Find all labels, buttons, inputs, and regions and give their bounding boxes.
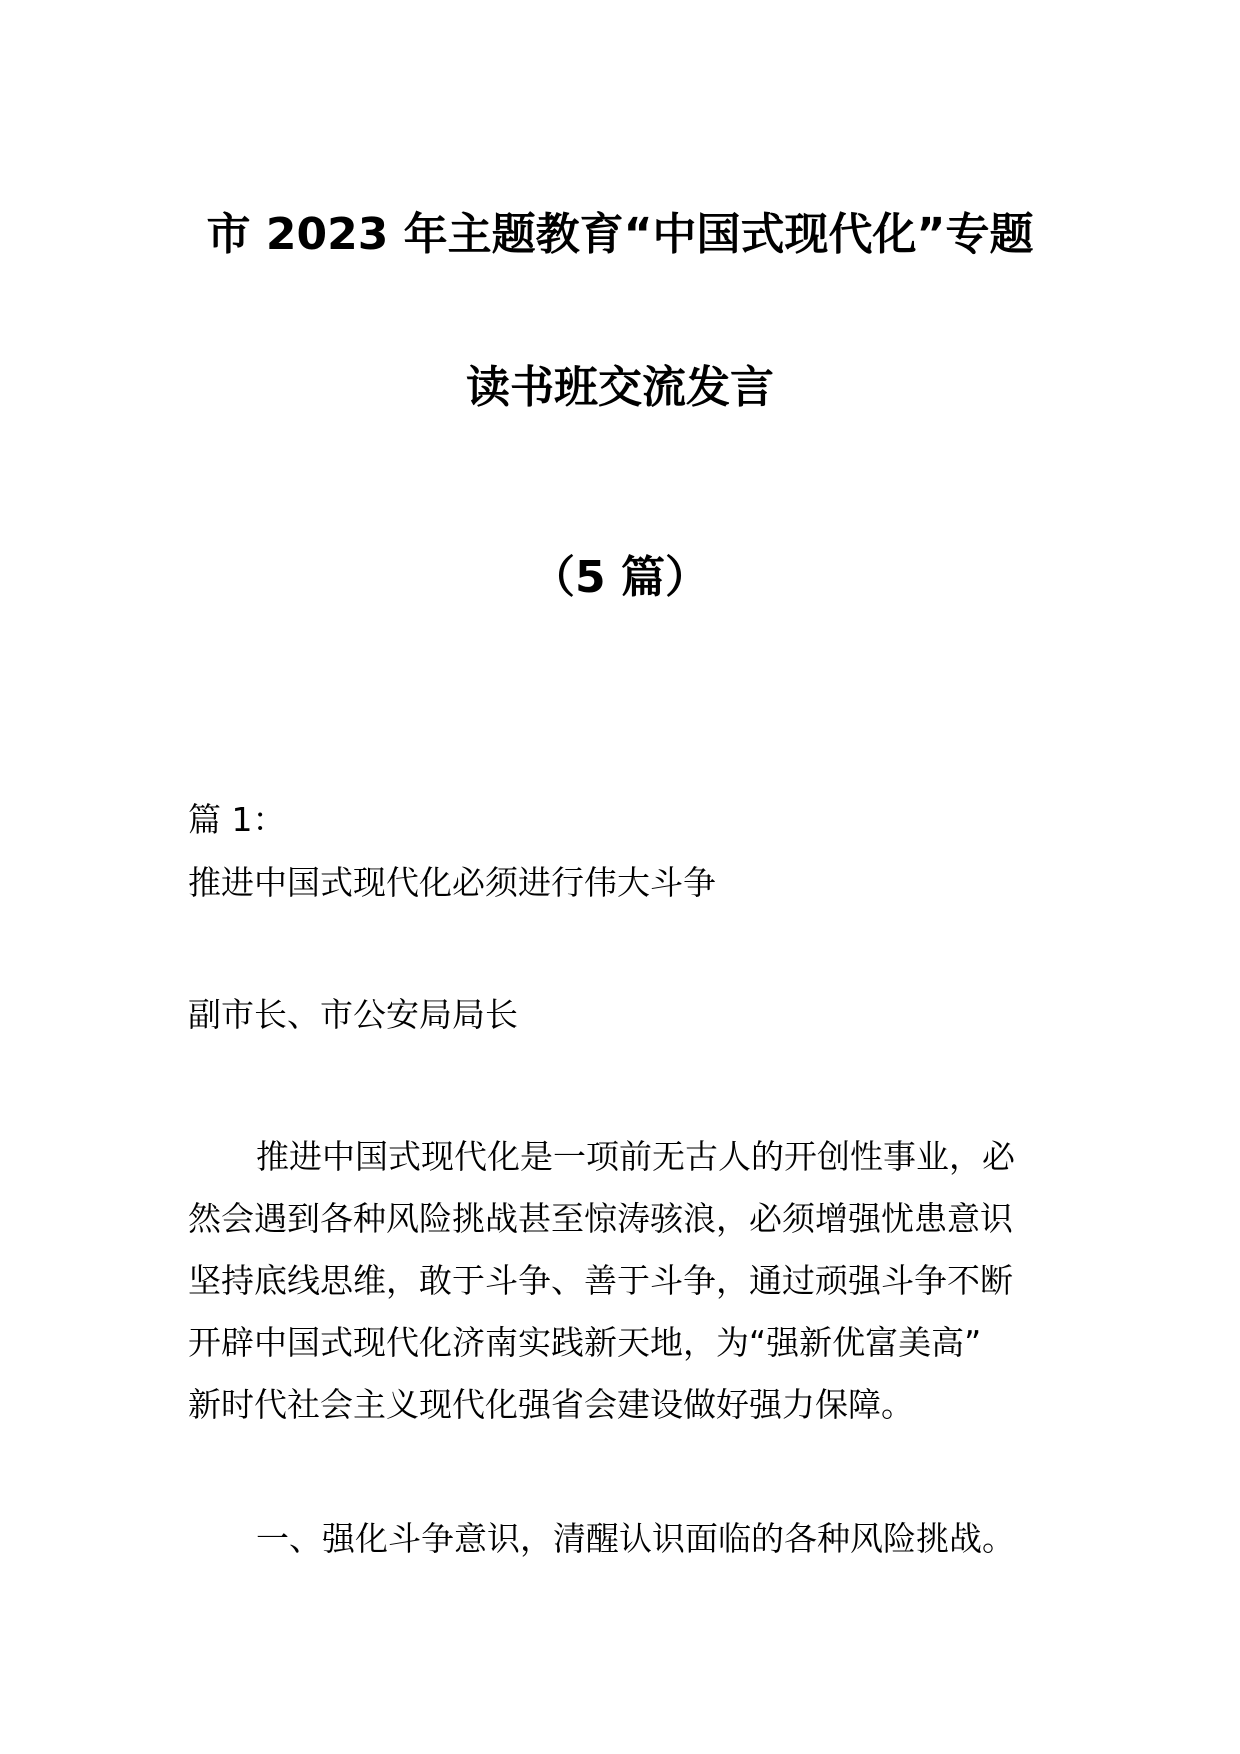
body-paragraph [188, 1126, 1060, 1436]
title-line-1: 市 2023 年主题教育“中国式现代化”专题 [206, 209, 1034, 260]
paragraph-line: 开辟中国式现代化济南实践新天地，为“强新优富美高” [188, 1323, 982, 1362]
article-subtitle: 推进中国式现代化必须进行伟大斗争 [188, 863, 716, 902]
paragraph-line: 推进中国式现代化是一项前无古人的开创性事业，必 [256, 1137, 1015, 1176]
title-line-2: 读书班交流发言 [466, 362, 774, 413]
section-label: 篇 1： [188, 800, 286, 839]
paragraph-line: 然会遇到各种风险挑战甚至惊涛骇浪，必须增强忧患意识 [188, 1199, 1013, 1238]
paragraph-line: 新时代社会主义现代化强省会建设做好强力保障。 [188, 1385, 914, 1424]
title-line-3: （5 篇） [531, 552, 709, 603]
paragraph-line: 坚持底线思维，敢于斗争、善于斗争，通过顽强斗争不断 [188, 1261, 1013, 1300]
section-heading: 一、强化斗争意识，清醒认识面临的各种风险挑战。 [256, 1519, 1015, 1558]
author-line: 副市长、市公安局局长 [188, 995, 518, 1034]
